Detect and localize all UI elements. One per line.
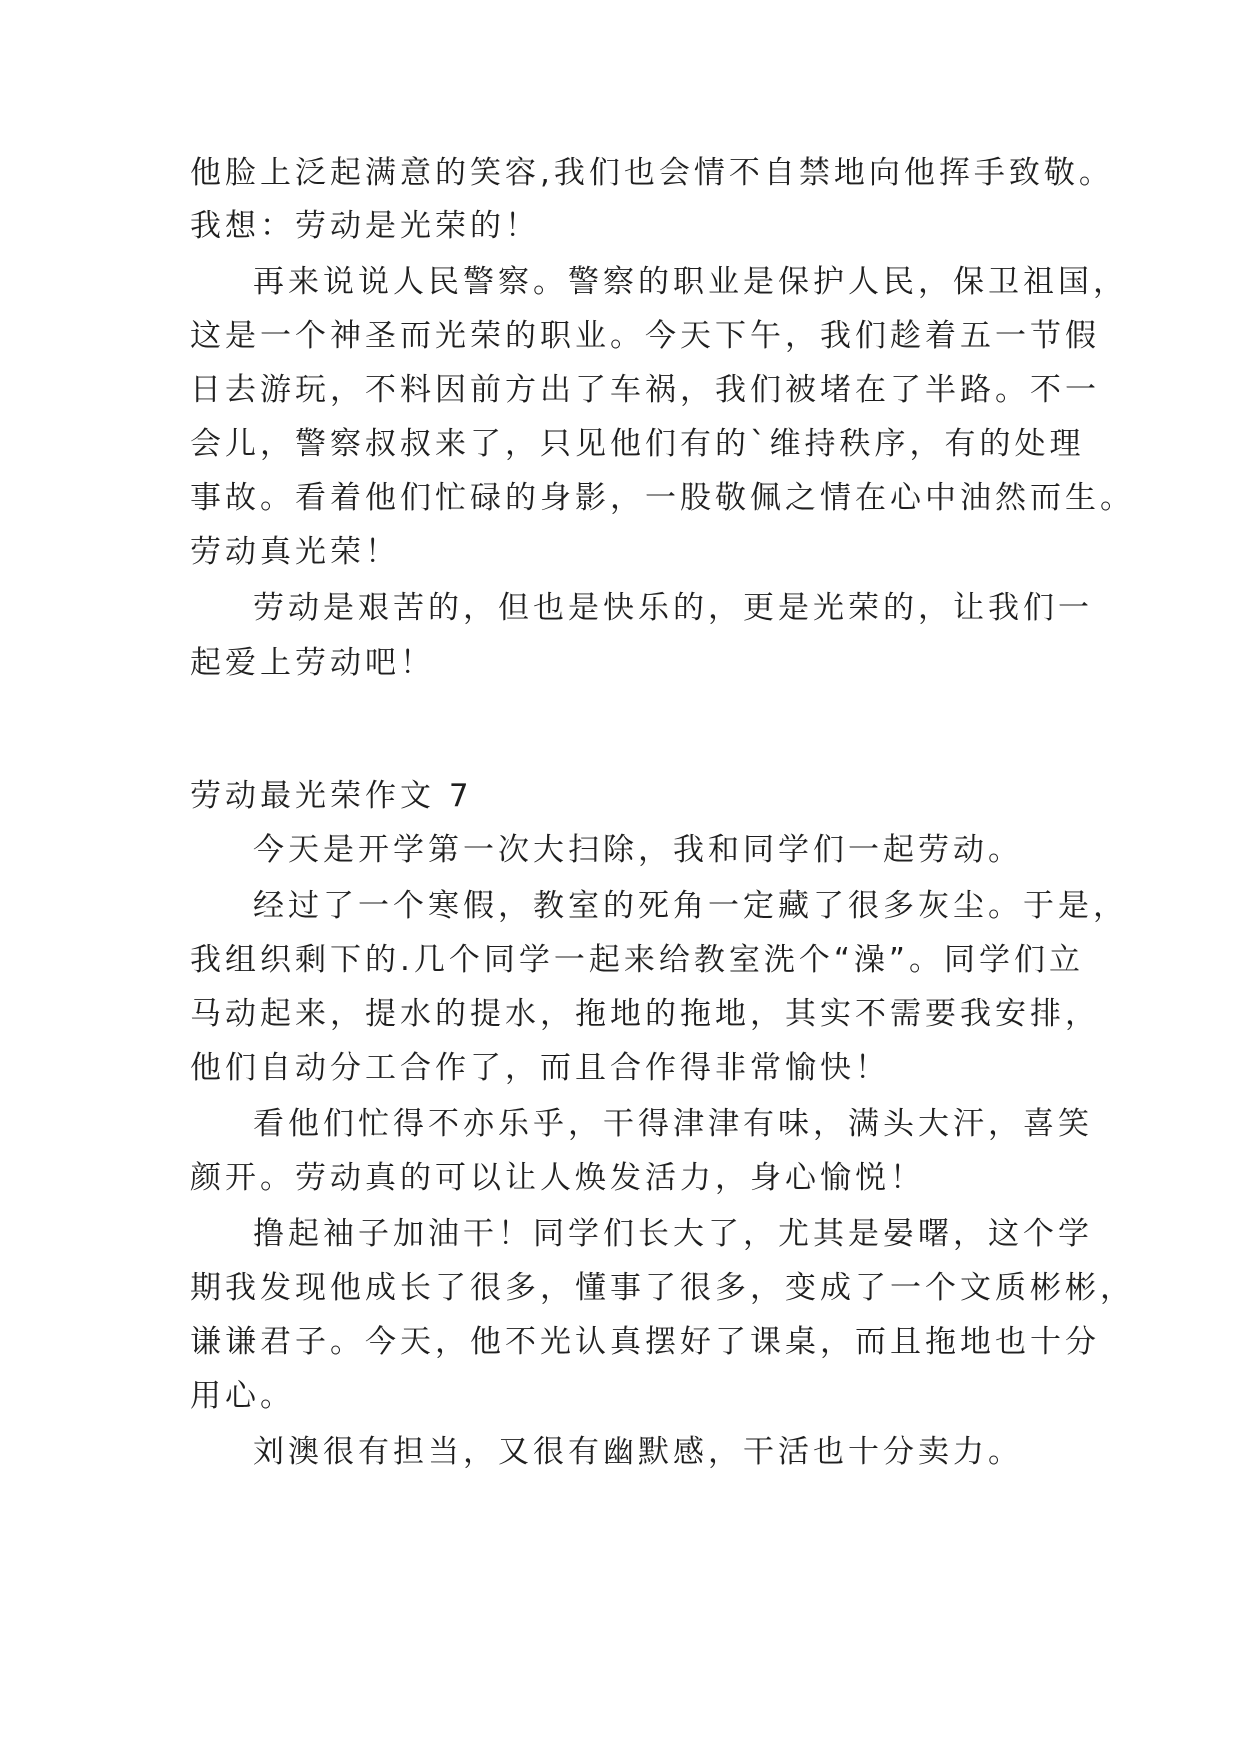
text-line: 今天是开学第一次大扫除，我和同学们一起劳动。 [253, 832, 1023, 868]
text-line: 他脸上泛起满意的笑容,我们也会情不自禁地向他挥手致敬。 [190, 155, 1114, 191]
text-line: 劳动真光荣！ [190, 534, 400, 570]
text-line: 这是一个神圣而光荣的职业。今天下午，我们趁着五一节假 [190, 318, 1100, 354]
text-line: 劳动是艰苦的，但也是快乐的，更是光荣的，让我们一 [253, 590, 1093, 626]
text-line: 日去游玩，不料因前方出了车祸，我们被堵在了半路。不一 [190, 372, 1100, 408]
text-line: 撸起袖子加油干！同学们长大了，尤其是晏曙，这个学 [253, 1216, 1093, 1252]
text-line: 我想：劳动是光荣的！ [190, 208, 540, 244]
text-line: 会儿，警察叔叔来了，只见他们有的`维持秩序，有的处理 [190, 426, 1085, 462]
text-line: 期我发现他成长了很多，懂事了很多，变成了一个文质彬彬， [190, 1270, 1135, 1306]
text-line: 经过了一个寒假，教室的死角一定藏了很多灰尘。于是， [253, 888, 1128, 924]
text-line: 看他们忙得不亦乐乎，干得津津有味，满头大汗，喜笑 [253, 1106, 1093, 1142]
text-line: 事故。看着他们忙碌的身影，一股敬佩之情在心中油然而生。 [190, 480, 1135, 516]
text-line: 起爱上劳动吧！ [190, 645, 435, 681]
text-line: 谦谦君子。今天，他不光认真摆好了课桌，而且拖地也十分 [190, 1324, 1100, 1360]
text-line: 用心。 [190, 1378, 295, 1414]
text-line: 颜开。劳动真的可以让人焕发活力，身心愉悦！ [190, 1160, 925, 1196]
text-line: 我组织剩下的.几个同学一起来给教室洗个“澡”。同学们立 [190, 942, 1084, 978]
essay-title: 劳动最光荣作文 7 [190, 778, 473, 814]
text-line: 马动起来，提水的提水，拖地的拖地，其实不需要我安排， [190, 996, 1100, 1032]
text-line: 刘澳很有担当，又很有幽默感，干活也十分卖力。 [253, 1434, 1023, 1470]
text-line: 再来说说人民警察。警察的职业是保护人民，保卫祖国， [253, 264, 1128, 300]
text-line: 他们自动分工合作了，而且合作得非常愉快！ [190, 1050, 890, 1086]
